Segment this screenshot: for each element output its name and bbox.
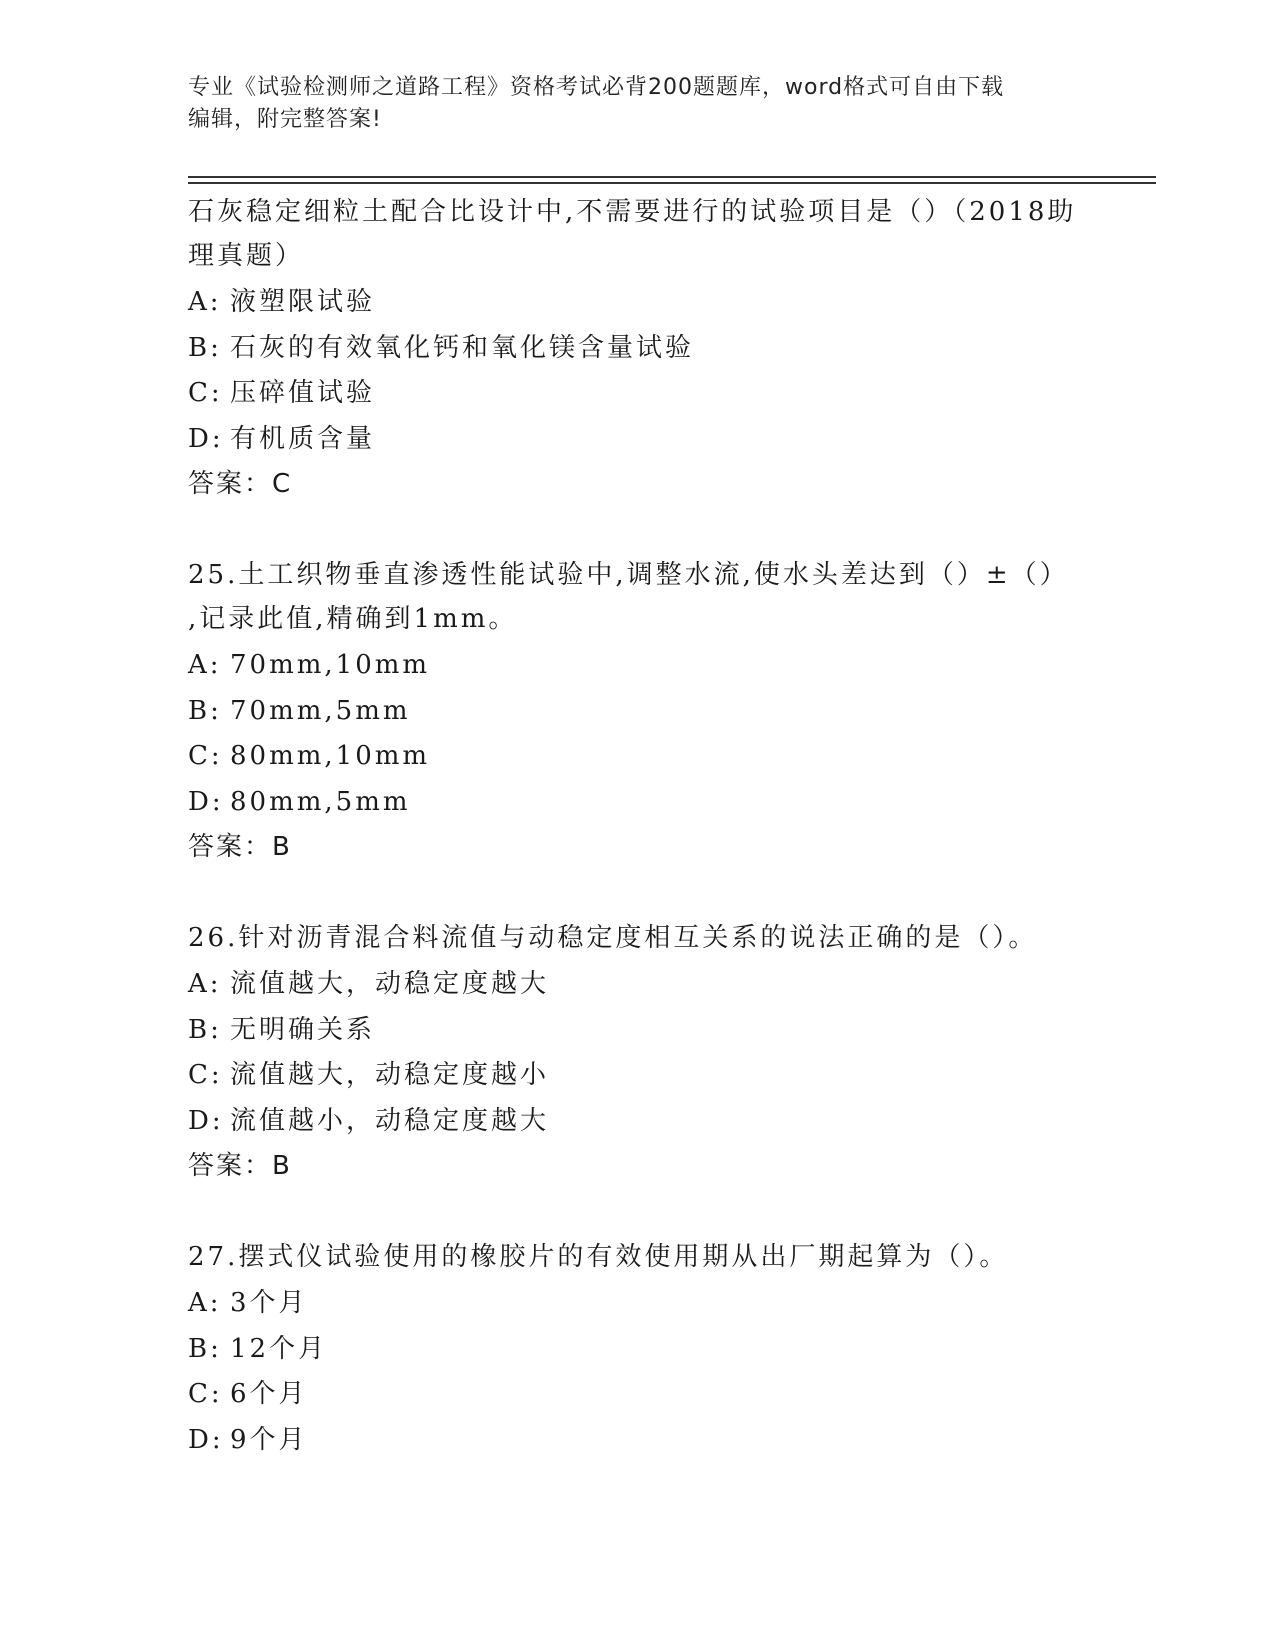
question-stem-line: ,记录此值,精确到1mm。 [188, 604, 518, 634]
header-line-1: 专业《试验检测师之道路工程》资格考试必背200题题库，word格式可自由下载 [188, 75, 1005, 100]
option-text: 无明确关系 [230, 1014, 376, 1045]
document-header [188, 72, 1088, 136]
question-stem-line: 25.土工织物垂直渗透性能试验中,调整水流,使水头差达到（）±（） [188, 560, 1069, 590]
option-a [188, 1281, 1128, 1327]
option-text: 70mm,5mm [230, 695, 411, 726]
answer-line: 答案：C [188, 469, 293, 499]
option-text: 6个月 [230, 1379, 308, 1409]
option-b [188, 1327, 1128, 1373]
option-d [188, 417, 1128, 463]
option-d [188, 1418, 1128, 1464]
option-c [188, 371, 1128, 417]
option-letter: D: [188, 1105, 224, 1136]
option-text: 9个月 [230, 1424, 308, 1455]
option-d [188, 780, 1128, 826]
option-text: 石灰的有效氧化钙和氧化镁含量试验 [230, 332, 695, 363]
option-text: 12个月 [230, 1333, 328, 1364]
option-a [188, 280, 1128, 326]
question-block [188, 1233, 1128, 1463]
option-text: 80mm,10mm [230, 741, 431, 771]
question-stem [188, 1233, 1128, 1281]
answer-line: 答案：B [188, 1151, 292, 1181]
option-letter: B: [188, 1014, 222, 1045]
option-letter: A: [188, 969, 222, 999]
question-spacer [188, 507, 1128, 551]
option-text: 有机质含量 [230, 423, 376, 454]
option-letter: A: [188, 650, 222, 680]
option-letter: C: [188, 378, 223, 408]
option-letter: C: [188, 1379, 223, 1409]
option-letter: B: [188, 695, 222, 726]
option-text: 70mm,10mm [230, 650, 431, 680]
option-text: 流值越大，动稳定度越小 [230, 1060, 550, 1090]
option-text: 液塑限试验 [230, 287, 376, 317]
option-letter: D: [188, 1424, 224, 1455]
option-letter: B: [188, 332, 222, 363]
option-b [188, 1008, 1128, 1054]
answer-line: 答案：B [188, 832, 292, 862]
question-block [188, 914, 1128, 1189]
option-letter: D: [188, 423, 224, 454]
option-text: 流值越小，动稳定度越大 [230, 1105, 550, 1136]
option-c [188, 734, 1128, 780]
option-d [188, 1099, 1128, 1145]
option-a [188, 962, 1128, 1008]
option-text: 压碎值试验 [230, 378, 376, 408]
header-divider-top [188, 176, 1156, 178]
option-text: 3个月 [230, 1288, 308, 1318]
option-b [188, 326, 1128, 372]
question-block [188, 551, 1128, 870]
question-stem-line: 26.针对沥青混合料流值与动稳定度相互关系的说法正确的是（）。 [188, 923, 1038, 953]
option-a [188, 643, 1128, 689]
question-stem-line: 理真题） [188, 241, 305, 271]
question-list [188, 188, 1128, 1463]
question-block [188, 188, 1128, 507]
option-c [188, 1372, 1128, 1418]
question-stem [188, 188, 1128, 280]
header-line-2: 编辑，附完整答案! [188, 107, 382, 132]
option-letter: D: [188, 786, 224, 817]
question-stem-line: 石灰稳定细粒土配合比设计中,不需要进行的试验项目是（）（2018助 [188, 197, 1077, 227]
option-text: 流值越大，动稳定度越大 [230, 969, 550, 999]
option-letter: C: [188, 1060, 223, 1090]
option-letter: B: [188, 1333, 222, 1364]
question-stem [188, 551, 1128, 643]
header-divider-bottom [188, 182, 1156, 184]
option-text: 80mm,5mm [230, 786, 411, 817]
question-spacer [188, 1189, 1128, 1233]
option-letter: A: [188, 287, 222, 317]
question-stem-line: 27.摆式仪试验使用的橡胶片的有效使用期从出厂期起算为（）。 [188, 1242, 1009, 1272]
option-letter: A: [188, 1288, 222, 1318]
option-b [188, 689, 1128, 735]
question-stem [188, 914, 1128, 962]
option-c [188, 1053, 1128, 1099]
question-spacer [188, 870, 1128, 914]
option-letter: C: [188, 741, 223, 771]
